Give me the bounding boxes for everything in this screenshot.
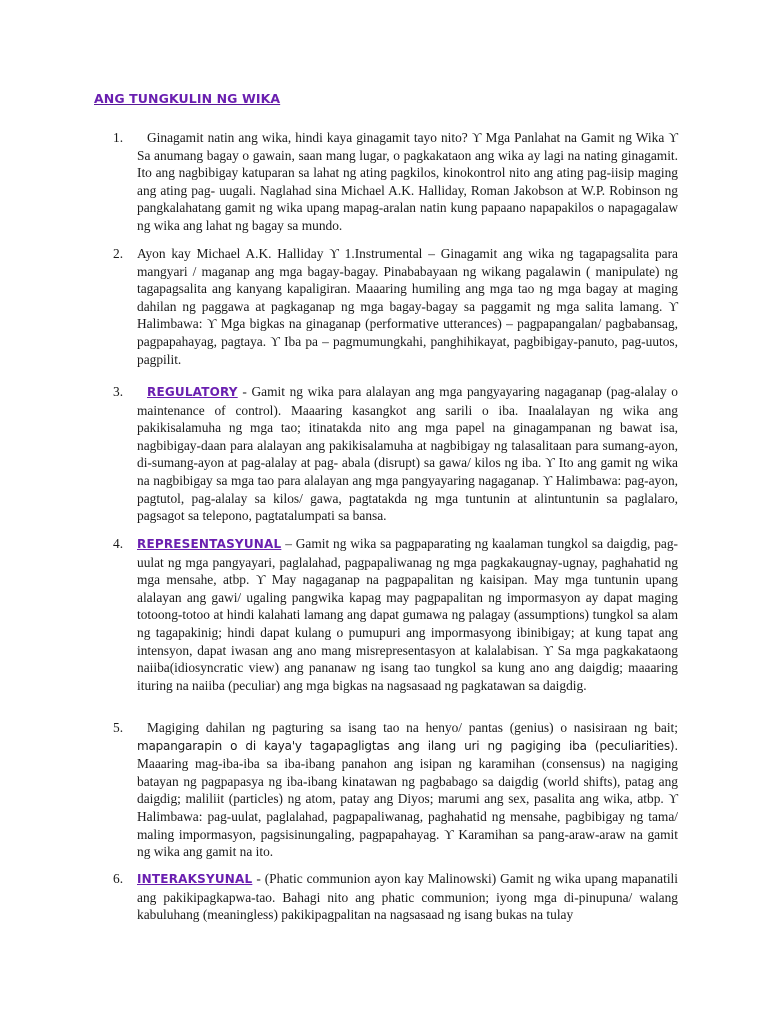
list-item-text-part: Magiging dahilan ng pagturing sa isang tao na henyo/ pantas (genius) o nasisiraan ng bait;: [147, 720, 678, 735]
list-item: [113, 870, 678, 924]
list-item: [113, 535, 678, 694]
section-heading-representasyunal: REPRESENTASYUNAL: [137, 537, 282, 551]
list-item: [113, 383, 678, 525]
list-item-text: - (Phatic communion ayon kay Malinowski) Gamit ng wika upang mapanatili ang pakikipagkapwa-tao. Bahagi nito ang phatic communion; iyong mga di-pinupuna/ walang kabuluhang (meaningless) pakikipagpalitan na nagsasaad ng isang bukas na tulay: [137, 871, 678, 923]
list-item-text-alt-font: mapangarapin o di kaya'y tagapagligtas ang ilang uri ng pagiging iba (peculiarities).: [137, 738, 678, 753]
list-item-number: 6.: [113, 871, 124, 886]
list-item-text-block: [137, 383, 678, 525]
list-item-text-block: [137, 245, 678, 368]
list-item-text-block: [137, 129, 678, 235]
list-item-text: Ginagamit natin ang wika, hindi kaya ginagamit tayo nito? ϒ Mga Panlahat na Gamit ng Wika ϒ Sa anumang bagay o gawain, saan mang lugar, o pagkakataon ang wika ay lagi na nating ginagamit. Ito ang nagbibigay katuparan sa lahat ng ating pagkilos, kinokontrol nito ang ating pag-iisip maging ang ating pag- uugali. Naglahad sina Michael A.K. Halliday, Roman Jakobson at W.P. Robinson ng pangkalahatang gamit ng wika upang mapag-aralan natin kung papaano napapakilos o napagagalaw ng wika ang lahat ng bagay sa mundo.: [137, 130, 678, 233]
section-heading-regulatory: REGULATORY: [147, 385, 238, 399]
list-item: [113, 129, 678, 235]
list-item-text-block: [137, 535, 678, 694]
list-item-number: 5.: [113, 720, 124, 735]
list-item-text-part: Maaaring mag-iba-iba sa iba-ibang panahon ang isipan ng karamihan (consensus) na nagiging batayan ng pagpapasya ng iba-ibang kinatawan ng pagbabago sa daigdig (world shifts), patag ang daigdig; maliliit (particles) ng atom, patay ang Diyos; marumi ang sex, pasalita ang wika, atbp. ϒ Halimbawa: pag-uulat, paglalahad, pagpapaliwanag, paghahatid ng mensahe, pagbibigay ng tama/ maling impormasyon, pagsisinungaling, pagpapahayag. ϒ Karamihan sa pang-araw-araw na gamit ng wika ang gamit na ito.: [137, 756, 678, 860]
list-item-text-block: [137, 870, 678, 924]
list-item-text-block: [137, 719, 678, 861]
list-item-text: – Gamit ng wika sa pagpaparating ng kaalaman tungkol sa daigdig, pag-uulat ng mga pangyayari, paglalahad, pagpapaliwanag ng mga pagkakaugnay-ugnay, paghahatid ng mga mensahe, atbp. ϒ May nagaganap na pagpapalitan ng kaisipan. May mga tuntunin upang alalayan ang gawi/ ugaling pangwika kapag may pagpapalitan ng impormasyon ay dapat maging totoong-totoo at hindi kalahati lamang ang dapat gumawa ng palagay (assumptions) tungkol sa alam ng tagapakinig; hindi dapat kulang o pumupuri ang impormasyong ibinibigay; at kung tapat ang intensyon, dapat iwasan ang ano mang misrepresentasyon at kalalabisan. ϒ Sa mga pagkakataong naiiba(idiosyncratic view) ang pananaw ng isang tao tungkol sa kung ano ang daigdig; maaaring ituring na naiiba (peculiar) ang mga bigkas na nagsasaad ng pagkatawan sa daigdig.: [137, 536, 678, 693]
list-item-text: - Gamit ng wika para alalayan ang mga pangyayaring nagaganap (pag-alalay o maintenance of control). Maaaring kasangkot ang sarili o iba. Inaalalayan ng wika ang pakikisalamuha ng mga tao; itinatakda nito ang mga papel na ginagampanan ng bawat isa, nagbibigay-daan para alalayan ang pakikisalamuha at nagbibigay ng talasalitaan para sumang-ayon, di-sumang-ayon at pag-alalay at pag- abala (disrupt) sa gawa/ kilos ng iba. ϒ Ito ang gamit ng wika na nagbibigay sa mga tao para alalayan ang mga pangyayaring nagaganap. ϒ Halimbawa: pag-ayon, pagtutol, pag-alalay sa kilos/ gawa, pagtatakda ng mga tuntunin at alintuntunin sa paglalaro, pagsagot sa telepono, pagtatalumpati sa bansa.: [137, 384, 678, 524]
list-item: [113, 719, 678, 861]
list-item-number: 2.: [113, 246, 124, 261]
section-heading-interaksyunal: INTERAKSYUNAL: [137, 872, 253, 886]
list-item-text: Ayon kay Michael A.K. Halliday ϒ 1.Instrumental – Ginagamit ang wika ng tagapagsalita para mangyari / maganap ang mga bagay-bagay. Pinababayaan ng wikang pagalawin ( manipulate) ng tagapagsalita ang kanyang kapaligiran. Maaaring humiling ang mga tao ng mga bagay at maging dahilan ng paggawa at pagkaganap ng mga bagay-bagay sa paggamit ng mga salita lamang. ϒ Halimbawa: ϒ Mga bigkas na ginaganap (performative utterances) – pagpapangalan/ pagbabansag, pagpapahayag, pagtaya. ϒ Iba pa – pagmumungkahi, panghihikayat, pagbibigay-panuto, pag-uutos, pagpilit.: [137, 246, 678, 367]
list-item: [113, 245, 678, 368]
document-title: ANG TUNGKULIN NG WIKA: [94, 91, 281, 106]
list-item-number: 1.: [113, 130, 124, 145]
list-item-number: 3.: [113, 384, 124, 399]
list-item-number: 4.: [113, 536, 124, 551]
